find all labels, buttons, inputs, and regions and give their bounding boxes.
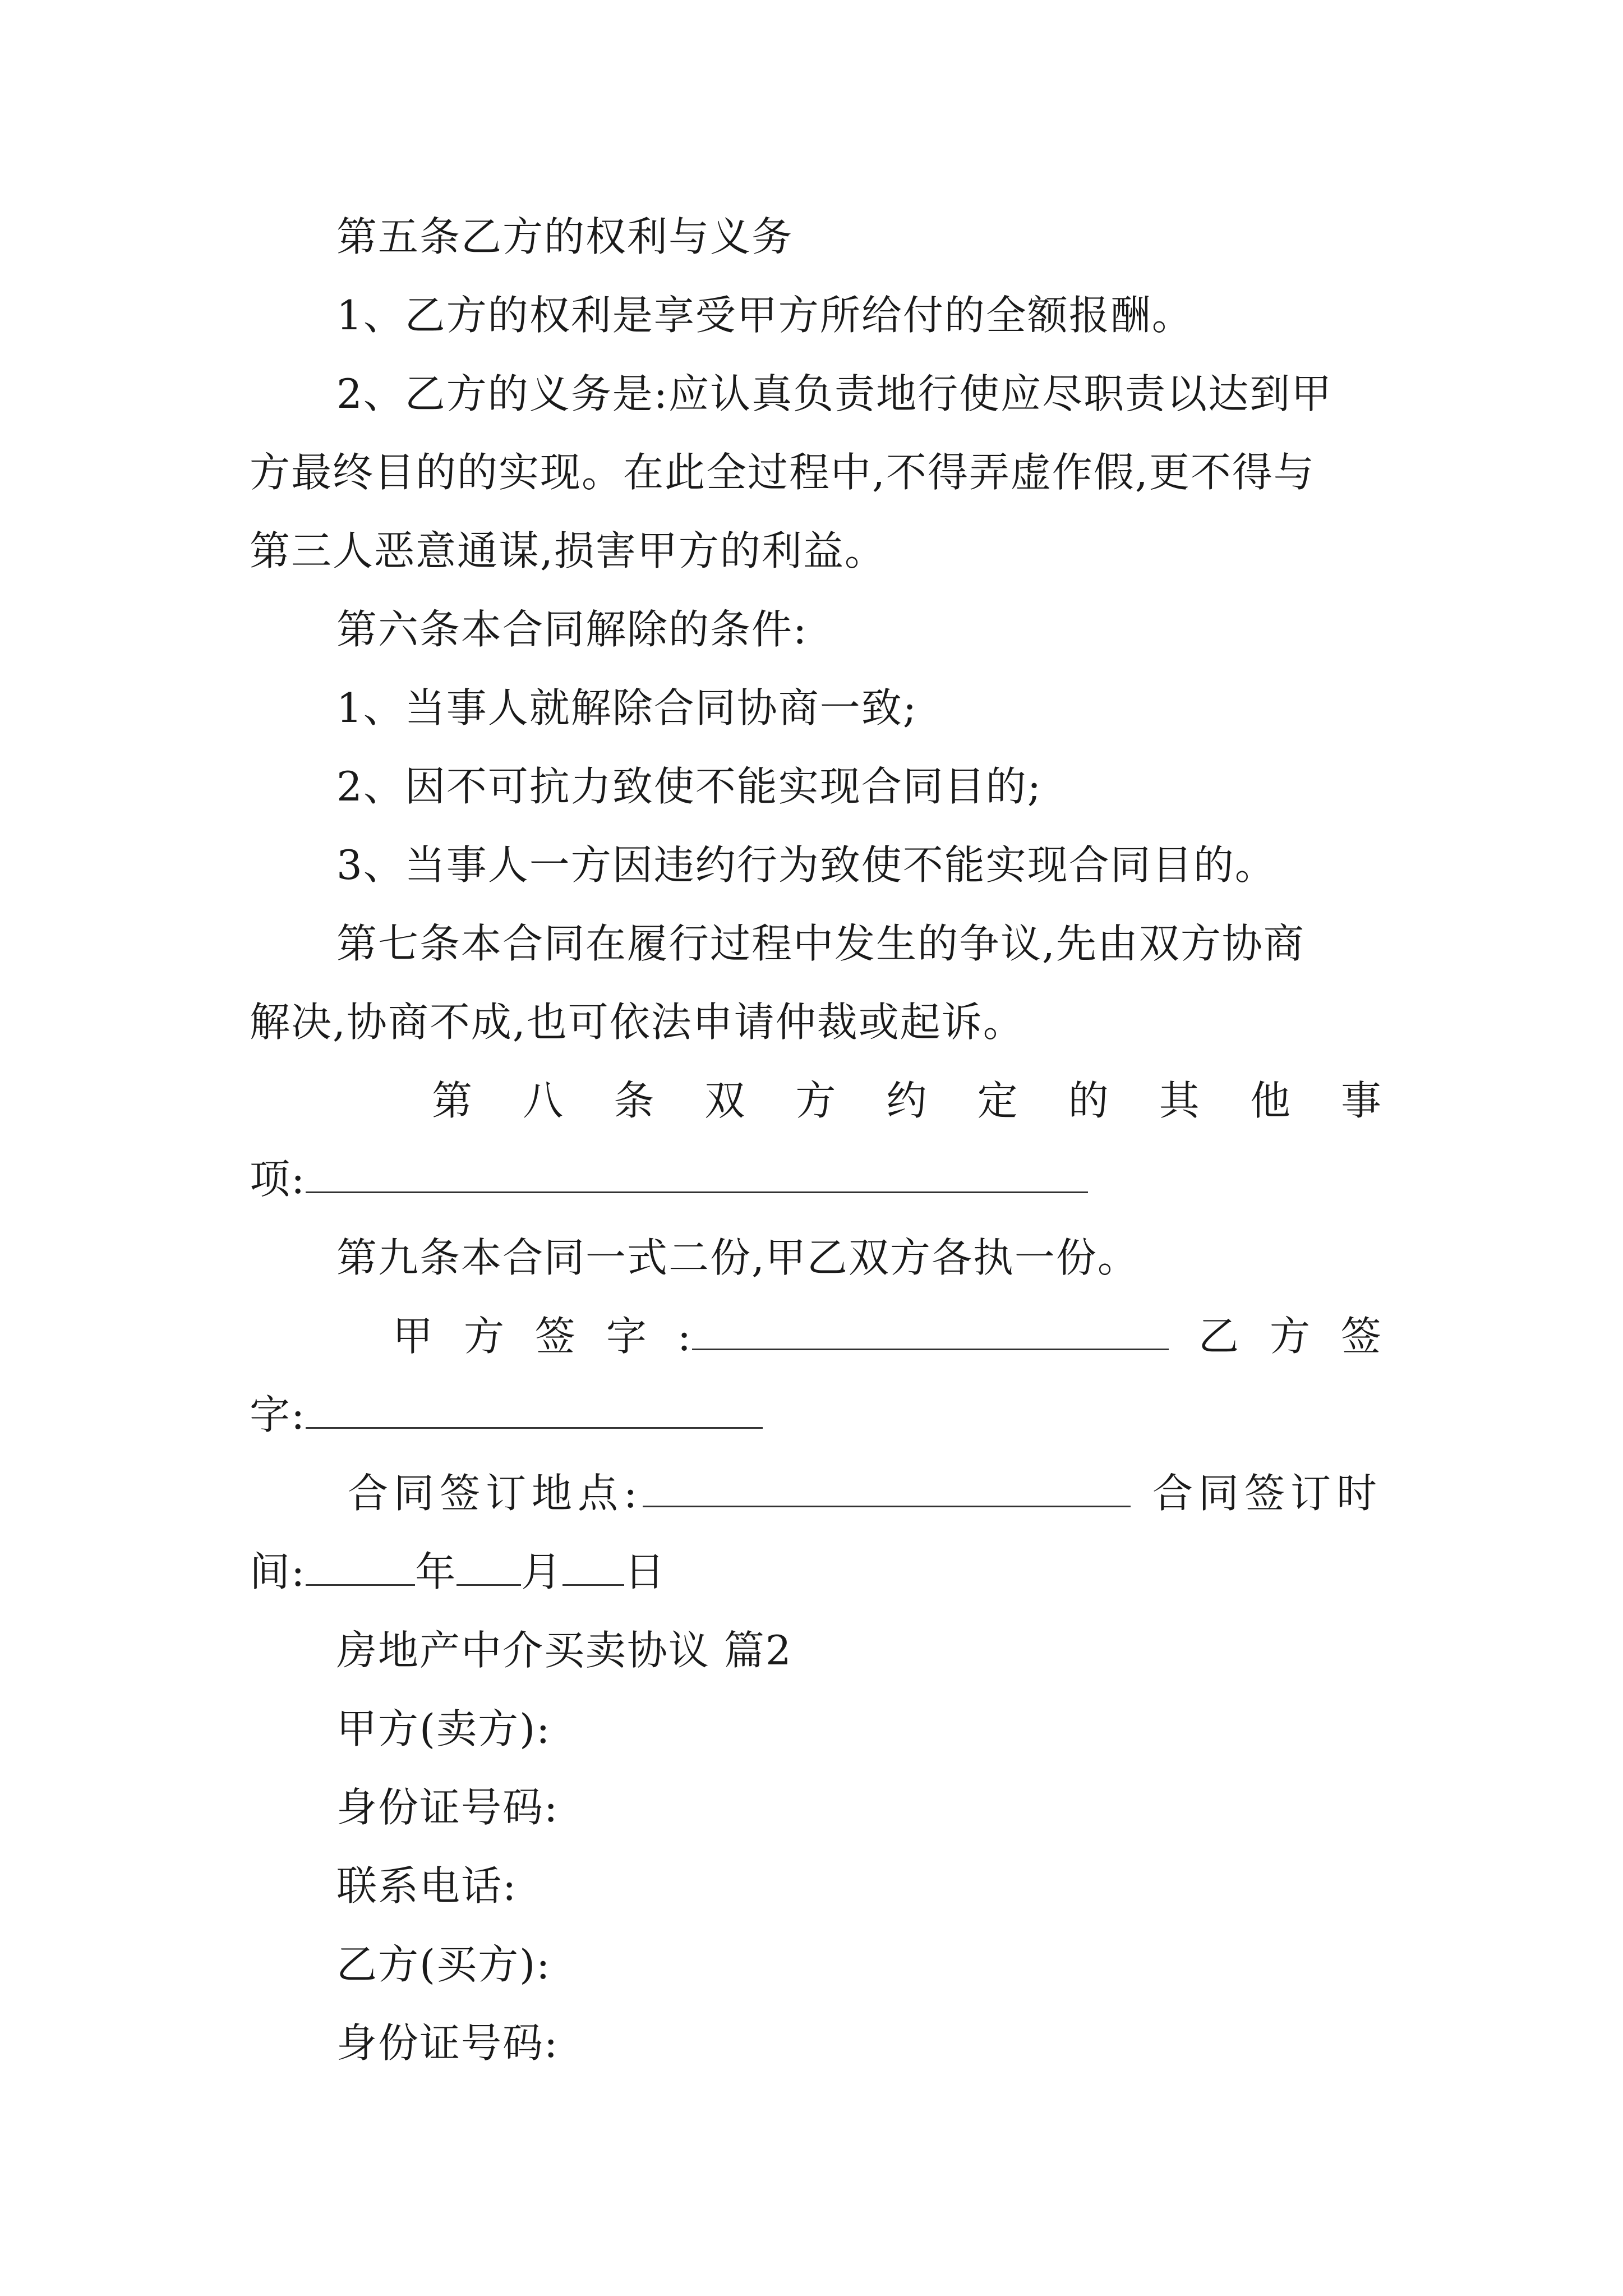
seller-phone-field: 联系电话:	[336, 1862, 518, 1910]
party-b-sign-char: 乙	[1198, 1313, 1241, 1360]
sign-place-blank[interactable]	[643, 1472, 1131, 1507]
article-8-char: 约	[886, 1077, 928, 1124]
day-blank[interactable]	[562, 1550, 624, 1586]
sign-time-label: 合同签订时	[1152, 1470, 1382, 1517]
party-b-sign-label: 字:	[250, 1391, 306, 1438]
seller-id-field: 身份证号码:	[336, 1784, 559, 1831]
day-label: 日	[624, 1548, 666, 1595]
party-a-sign-char: 字	[606, 1313, 648, 1360]
article-8-line-2	[250, 1151, 1088, 1207]
year-label: 年	[415, 1548, 457, 1595]
article-6-item-3: 3、当事人一方因违约行为致使不能实现合同目的。	[336, 841, 1276, 889]
party-a-signature-blank[interactable]	[692, 1315, 1169, 1350]
article-8-char: 定	[977, 1077, 1019, 1124]
article-7-line-1: 第七条本合同在履行过程中发生的争议,先由双方协商	[336, 920, 1305, 967]
article-8-char: 事	[1340, 1077, 1382, 1124]
article-8-char: 其	[1159, 1077, 1201, 1124]
article-8-char: 双	[704, 1077, 746, 1124]
article-6-item-2: 2、因不可抗力致使不能实现合同目的;	[336, 763, 1043, 810]
article-5-item-1: 1、乙方的权利是享受甲方所给付的全额报酬。	[336, 292, 1193, 339]
sign-place-label: 合同签订地点:	[348, 1470, 643, 1517]
month-label: 月	[521, 1548, 563, 1595]
party-a-sign-char: 甲	[393, 1313, 435, 1360]
party-b-sign-char: 签	[1340, 1313, 1382, 1360]
article-8-char: 方	[795, 1077, 837, 1124]
article-8-line-1	[432, 1073, 1382, 1129]
article-6-title: 第六条本合同解除的条件:	[336, 606, 808, 653]
year-blank[interactable]	[306, 1550, 415, 1586]
party-b-sign-char: 方	[1269, 1313, 1311, 1360]
article-8-label: 项:	[250, 1156, 306, 1203]
party-a-sign-char: 签	[534, 1313, 577, 1360]
article-8-char: 第	[432, 1077, 474, 1124]
article-8-char: 条	[614, 1077, 656, 1124]
article-5-item-2-line-1: 2、乙方的义务是:应认真负责地行使应尽职责以达到甲	[336, 370, 1333, 417]
party-a-sign-char: :	[677, 1313, 693, 1360]
article-6-item-1: 1、当事人就解除合同协商一致;	[336, 684, 918, 731]
buyer-id-field: 身份证号码:	[336, 2019, 559, 2067]
section-2-title: 房地产中介买卖协议 篇2	[336, 1627, 792, 1674]
other-matters-blank[interactable]	[306, 1158, 1088, 1193]
article-8-char: 他	[1249, 1077, 1292, 1124]
article-5-item-2-line-3: 第三人恶意通谋,损害甲方的利益。	[250, 527, 886, 574]
signature-line-1	[393, 1308, 1382, 1364]
seller-field: 甲方(卖方):	[336, 1705, 551, 1752]
signature-line-2	[250, 1387, 763, 1443]
party-a-sign-char: 方	[463, 1313, 505, 1360]
article-5-item-2-line-2: 方最终目的的实现。在此全过程中,不得弄虚作假,更不得与	[250, 449, 1315, 496]
article-8-char: 的	[1068, 1077, 1110, 1124]
month-blank[interactable]	[457, 1550, 521, 1586]
article-5-title: 第五条乙方的权利与义务	[336, 213, 794, 260]
sign-time-prefix: 间:	[250, 1548, 306, 1595]
sign-time-line	[250, 1544, 666, 1600]
article-9: 第九条本合同一式二份,甲乙双方各执一份。	[336, 1234, 1139, 1281]
article-7-line-2: 解决,协商不成,也可依法申请仲裁或起诉。	[250, 999, 1025, 1046]
sign-place-line	[348, 1465, 1382, 1521]
party-b-signature-blank[interactable]	[306, 1393, 763, 1429]
article-8-char: 八	[523, 1077, 565, 1124]
buyer-field: 乙方(买方):	[336, 1941, 551, 1988]
